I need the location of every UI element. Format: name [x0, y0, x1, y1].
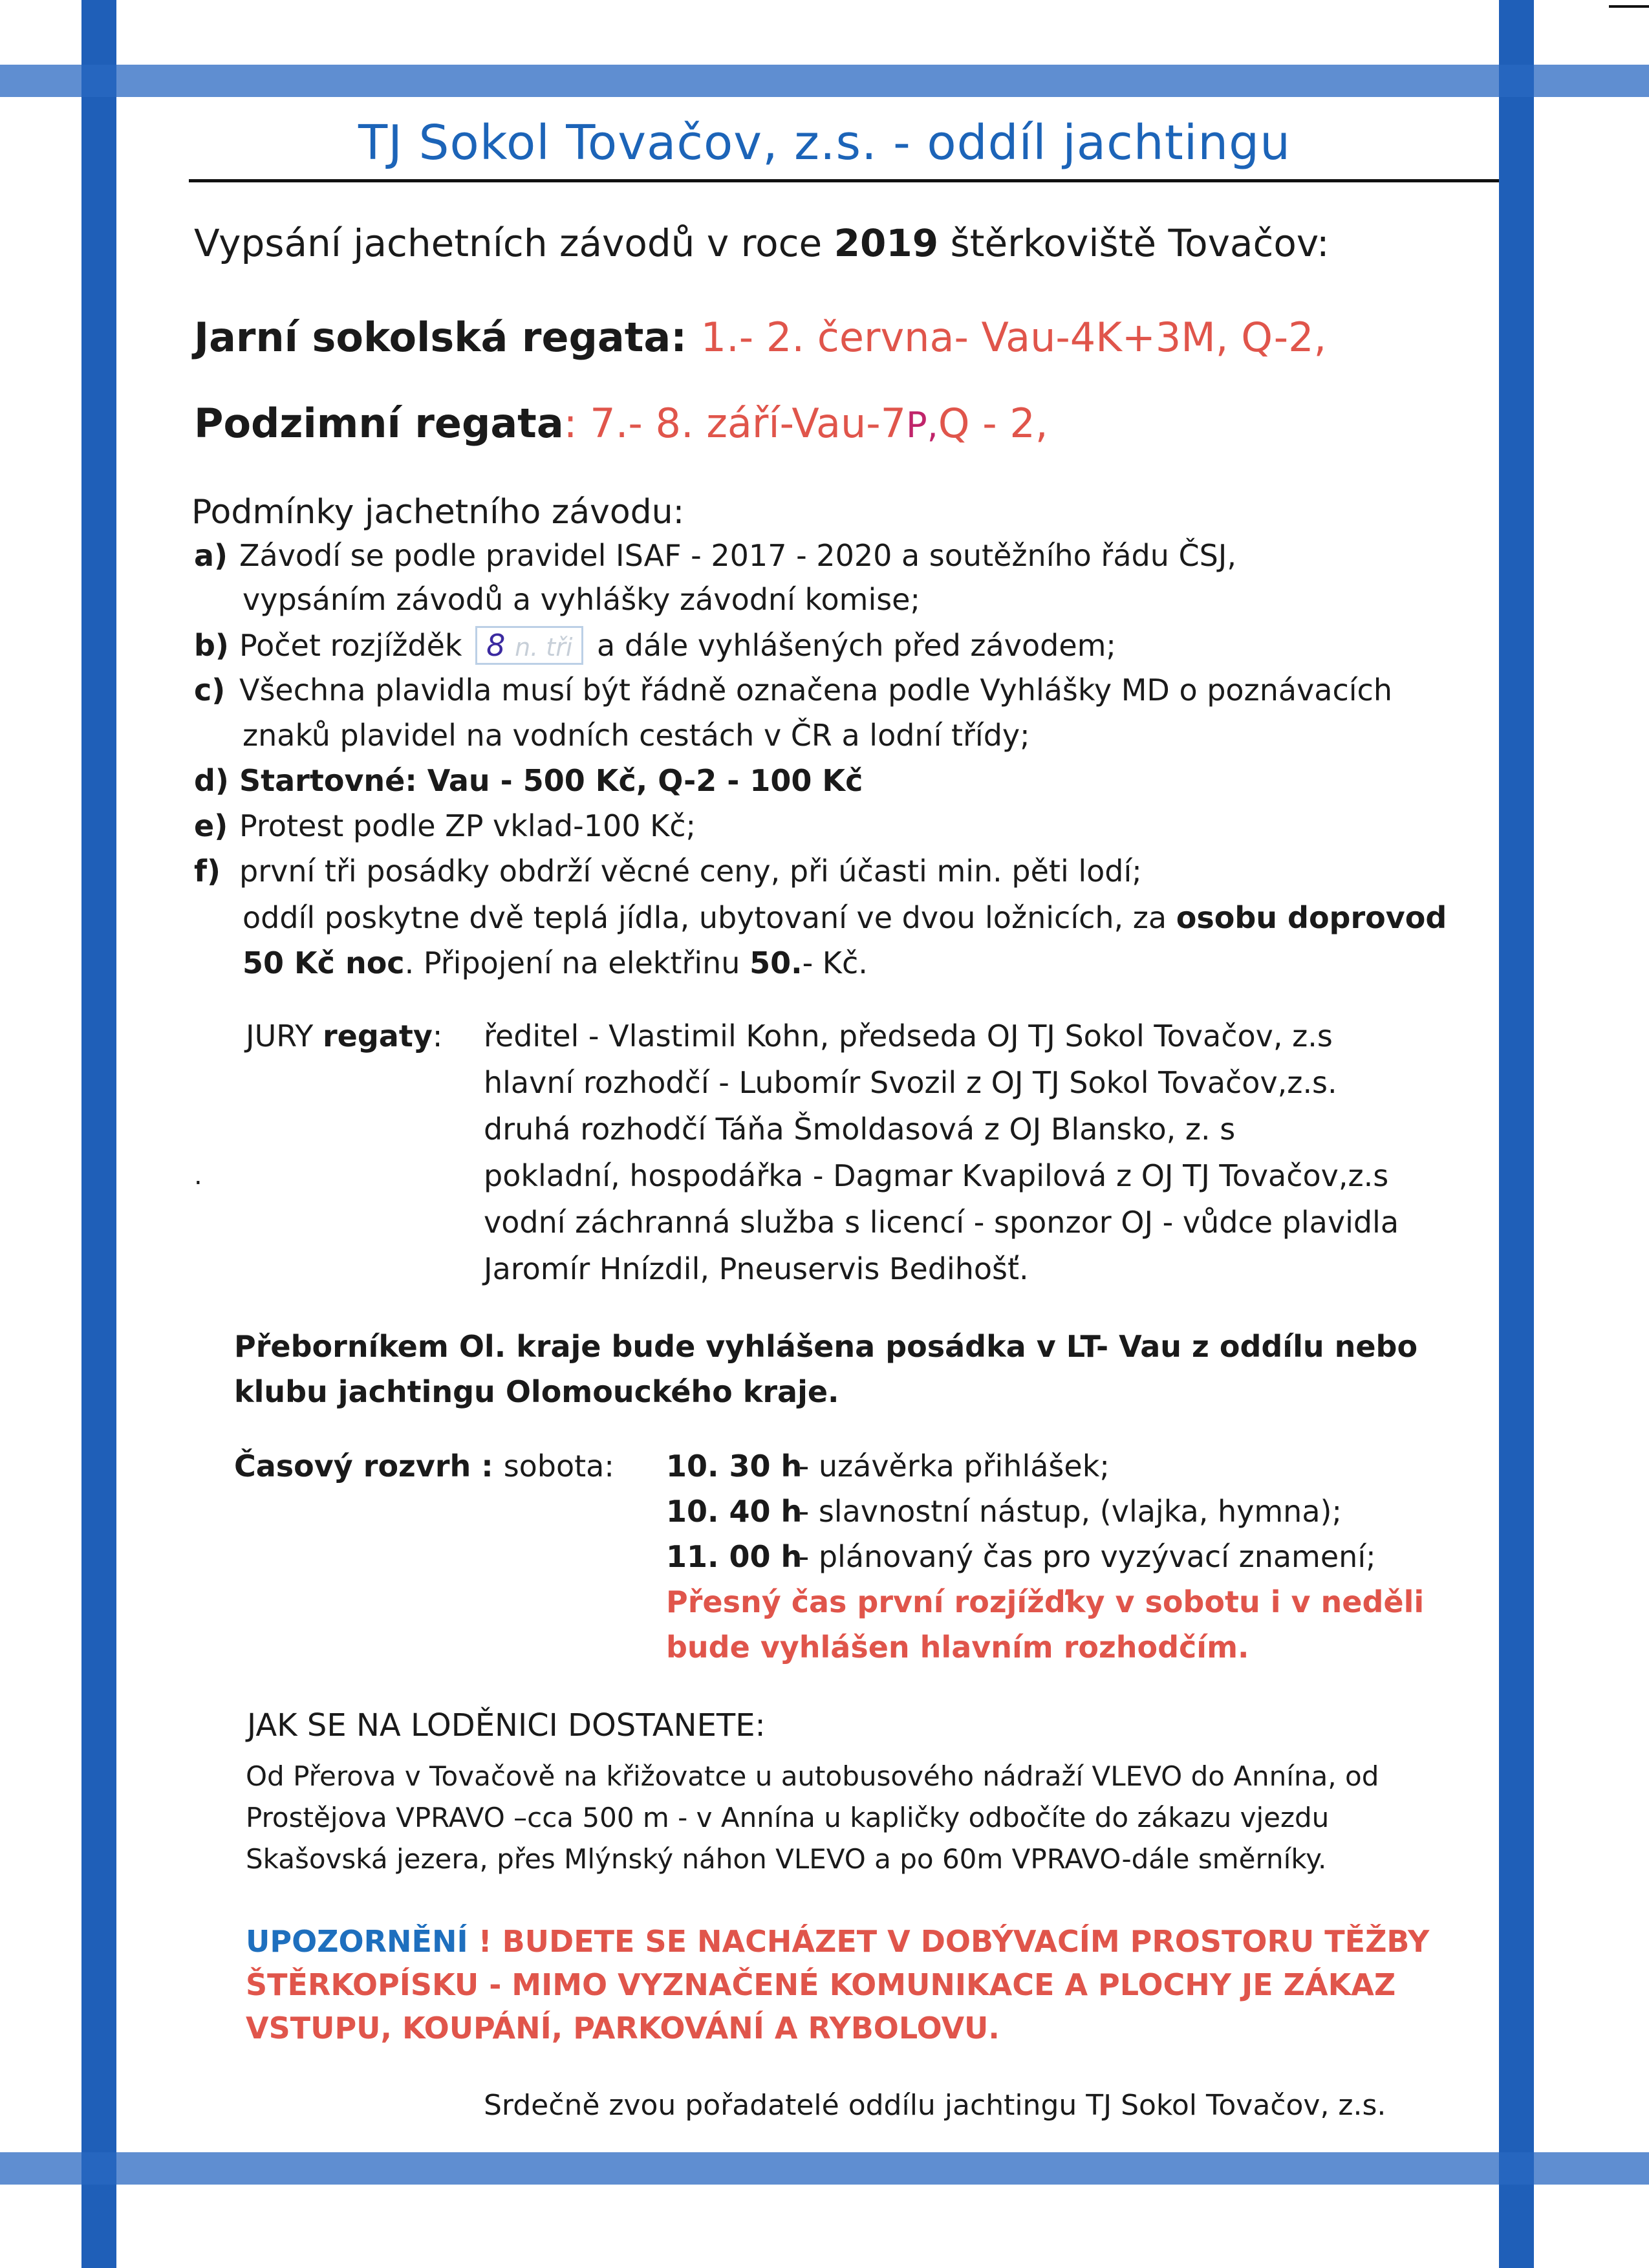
condition-f-continued: [242, 900, 1447, 935]
condition-c-label: c): [194, 673, 226, 707]
schedule-time: 11. 00 h: [666, 1539, 803, 1574]
spring-regatta: [194, 314, 1326, 361]
condition-c: [194, 673, 1392, 707]
jury-line: ředitel - Vlastimil Kohn, předseda OJ TJ Sokol Tovačov, z.s: [484, 1019, 1333, 1053]
jury-line: Jaromír Hnízdil, Pneuservis Bedihošť.: [484, 1251, 1029, 1286]
schedule-text: - plánovaný čas pro vyzývací znamení;: [789, 1539, 1376, 1574]
frame-top-stripe: [0, 65, 1649, 97]
stray-dot: .: [194, 1161, 202, 1191]
intro-line: [194, 221, 1330, 265]
autumn-handwritten-correction: P,: [906, 405, 938, 446]
jury-line: druhá rozhodčí Táňa Šmoldasová z OJ Blansko, z. s: [484, 1112, 1236, 1147]
schedule-colon: :: [471, 1449, 504, 1484]
scan-corner-mark: [1609, 5, 1649, 8]
autumn-regatta-label: Podzimní regata: [194, 400, 564, 447]
warning-text: ! BUDETE SE NACHÁZET V DOBÝVACÍM PROSTORU TĚŽBY: [468, 1924, 1430, 1959]
travel-line: Od Přerova v Tovačově na křižovatce u autobusového nádraží VLEVO do Annína, od: [246, 1760, 1379, 1792]
page-title: TJ Sokol Tovačov, z.s. - oddíl jachtingu: [358, 115, 1291, 171]
condition-d-label: d): [194, 763, 229, 798]
warning-line: VSTUPU, KOUPÁNÍ, PARKOVÁNÍ A RYBOLOVU.: [246, 2011, 1000, 2046]
intro-year: 2019: [834, 221, 939, 265]
schedule-label-text: Časový rozvrh: [234, 1449, 471, 1484]
condition-b-rest: a dále vyhlášených před závodem;: [587, 628, 1116, 663]
schedule-note: bude vyhlášen hlavním rozhodčím.: [666, 1630, 1249, 1665]
travel-line: Skašovská jezera, přes Mlýnský náhon VLEVO a po 60m VPRAVO-dále směrníky.: [246, 1843, 1327, 1875]
championship-line: Přeborníkem Ol. kraje bude vyhlášena posádka v LT- Vau z oddílu nebo: [234, 1329, 1418, 1364]
frame-left-stripe: [81, 0, 116, 2268]
condition-c-continued: znaků plavidel na vodních cestách v ČR a lodní třídy;: [242, 718, 1030, 753]
condition-b-text: Počet rozjížděk: [239, 628, 472, 663]
condition-b: [194, 626, 1116, 665]
jury-label-a: JURY: [246, 1019, 323, 1053]
autumn-regatta-details: 7.- 8. září-Vau-7: [590, 400, 907, 447]
condition-d: [194, 763, 863, 798]
schedule-time: 10. 30 h: [666, 1449, 803, 1484]
jury-label: [246, 1019, 442, 1053]
condition-f-label: f): [194, 854, 221, 889]
intro-text: Vypsání jachetních závodů v roce: [194, 221, 834, 265]
schedule-label: [234, 1449, 614, 1484]
schedule-day: sobota:: [503, 1449, 614, 1484]
condition-f-meals: oddíl poskytne dvě teplá jídla, ubytovaní ve dvou ložnicích, za: [242, 900, 1176, 935]
title-underline: [189, 179, 1499, 182]
condition-d-text: Startovné: Vau - 500 Kč, Q-2 - 100 Kč: [239, 763, 863, 798]
schedule-item: [666, 1449, 1110, 1484]
schedule-text: - uzávěrka přihlášek;: [789, 1449, 1110, 1484]
condition-a-continued: vypsáním závodů a vyhlášky závodní komise;: [242, 582, 920, 617]
travel-heading: JAK SE NA LODĚNICI DOSTANETE:: [247, 1707, 766, 1744]
jury-label-c: :: [432, 1019, 443, 1053]
jury-line: vodní záchranná služba s licencí - sponzor OJ - vůdce plavidla: [484, 1205, 1399, 1240]
condition-e-text: Protest podle ZP vklad-100 Kč;: [239, 808, 696, 843]
autumn-regatta: [194, 400, 1048, 447]
condition-f-night-fee: 50 Kč noc: [242, 945, 405, 980]
condition-a-text: Závodí se podle pravidel ISAF - 2017 - 2020 a soutěžního řádu ČSJ,: [239, 538, 1236, 573]
condition-a-label: a): [194, 538, 228, 573]
championship-line: klubu jachtingu Olomouckého kraje.: [234, 1374, 839, 1409]
warning-line: ŠTĚRKOPÍSKU - MIMO VYZNAČENÉ KOMUNIKACE A PLOCHY JE ZÁKAZ: [246, 1967, 1396, 2002]
race-count-faint: n. tři: [515, 633, 573, 662]
condition-f-electricity-amount: 50.: [749, 945, 803, 980]
spring-regatta-details: 1.- 2. června- Vau-4K+3M, Q-2,: [700, 314, 1327, 361]
condition-b-label: b): [194, 628, 229, 663]
conditions-title: Podmínky jachetního závodu:: [191, 493, 685, 532]
condition-f-companion: osobu doprovod: [1176, 900, 1447, 935]
schedule-note: Přesný čas první rozjížďky v sobotu i v neděli: [666, 1584, 1425, 1619]
race-count-box: [475, 626, 583, 665]
condition-f: [194, 854, 1142, 889]
schedule-item: [666, 1539, 1376, 1574]
travel-line: Prostějova VPRAVO –cca 500 m - v Annína u kapličky odbočíte do zákazu vjezdu: [246, 1802, 1330, 1833]
spring-regatta-colon: :: [671, 314, 701, 361]
condition-f-electricity: . Připojení na elektřinu: [404, 945, 750, 980]
spring-regatta-label: Jarní sokolská regata: [194, 314, 671, 361]
schedule-time: 10. 40 h: [666, 1494, 803, 1529]
race-count-handwritten: 8: [486, 628, 506, 663]
condition-f-text: první tři posádky obdrží věcné ceny, při účasti min. pěti lodí;: [239, 854, 1142, 889]
frame-bottom-stripe: [0, 2152, 1649, 2185]
autumn-regatta-colon: :: [563, 400, 590, 447]
footer-invitation: Srdečně zvou pořadatelé oddílu jachtingu TJ Sokol Tovačov, z.s.: [484, 2089, 1386, 2122]
warning-line: [246, 1924, 1429, 1959]
jury-line: hlavní rozhodčí - Lubomír Svozil z OJ TJ Sokol Tovačov,z.s.: [484, 1065, 1337, 1100]
condition-f-currency: - Kč.: [802, 945, 868, 980]
condition-e: [194, 808, 696, 843]
schedule-item: [666, 1494, 1342, 1529]
jury-line: pokladní, hospodářka - Dagmar Kvapilová z OJ TJ Tovačov,z.s: [484, 1158, 1389, 1193]
schedule-text: - slavnostní nástup, (vlajka, hymna);: [789, 1494, 1342, 1529]
condition-e-label: e): [194, 808, 228, 843]
condition-f-fees: [242, 945, 868, 980]
frame-right-stripe: [1499, 0, 1534, 2268]
jury-label-b: regaty: [322, 1019, 433, 1053]
intro-rest: štěrkoviště Tovačov:: [938, 221, 1330, 265]
condition-a: [194, 538, 1236, 573]
condition-c-text: Všechna plavidla musí být řádně označena podle Vyhlášky MD o poznávacích: [239, 673, 1392, 707]
autumn-regatta-details-end: Q - 2,: [938, 400, 1048, 447]
warning-label: UPOZORNĚNÍ: [246, 1924, 468, 1959]
